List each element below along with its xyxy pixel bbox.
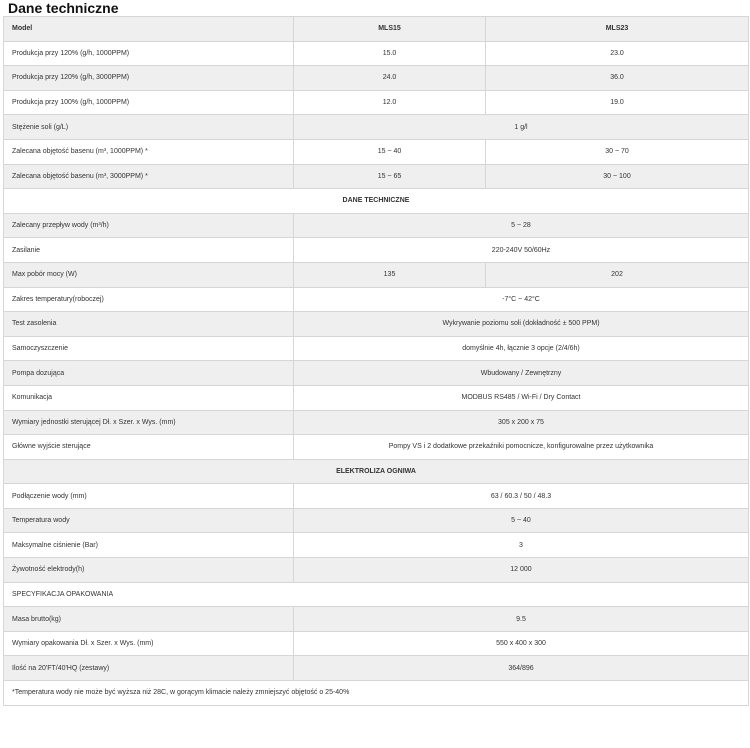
header-mls15: MLS15 bbox=[294, 17, 486, 42]
section-row bbox=[4, 459, 749, 484]
row-value: 63 / 60.3 / 50 / 48.3 bbox=[294, 484, 749, 509]
page-title: Dane techniczne bbox=[8, 0, 119, 16]
row-value: 305 x 200 x 75 bbox=[294, 410, 749, 435]
row-value: 3 bbox=[294, 533, 749, 558]
section-row bbox=[4, 189, 749, 214]
spec-table bbox=[3, 16, 749, 706]
table-row bbox=[4, 558, 749, 583]
row-label: Test zasolenia bbox=[4, 312, 294, 337]
header-mls23: MLS23 bbox=[486, 17, 749, 42]
table-row bbox=[4, 631, 749, 656]
row-value: 9.5 bbox=[294, 607, 749, 632]
value-mls23: 23.0 bbox=[486, 41, 749, 66]
section-heading: ELEKTROLIZA OGNIWA bbox=[4, 459, 749, 484]
value-mls23: 36.0 bbox=[486, 66, 749, 91]
row-label: Komunikacja bbox=[4, 385, 294, 410]
value-mls15: 12.0 bbox=[294, 90, 486, 115]
table-row bbox=[4, 410, 749, 435]
value-mls23: 19.0 bbox=[486, 90, 749, 115]
table-row bbox=[4, 385, 749, 410]
row-label: Produkcja przy 120% (g/h, 3000PPM) bbox=[4, 66, 294, 91]
row-label: Produkcja przy 120% (g/h, 1000PPM) bbox=[4, 41, 294, 66]
row-value: 1 g/l bbox=[294, 115, 749, 140]
row-value: Wbudowany / Zewnętrzny bbox=[294, 361, 749, 386]
row-value: Pompy VS i 2 dodatkowe przekaźniki pomocnicze, konfigurowalne przez użytkownika bbox=[294, 435, 749, 460]
table-row bbox=[4, 90, 749, 115]
row-label: Samoczyszczenie bbox=[4, 336, 294, 361]
row-label: Produkcja przy 100% (g/h, 1000PPM) bbox=[4, 90, 294, 115]
section-heading: DANE TECHNICZNE bbox=[4, 189, 749, 214]
table-row bbox=[4, 213, 749, 238]
row-value: 550 x 400 x 300 bbox=[294, 631, 749, 656]
value-mls15: 135 bbox=[294, 262, 486, 287]
row-label: Masa brutto(kg) bbox=[4, 607, 294, 632]
table-row bbox=[4, 484, 749, 509]
value-mls15: 15 ~ 65 bbox=[294, 164, 486, 189]
row-label: Żywotność elektrody(h) bbox=[4, 558, 294, 583]
table-row bbox=[4, 66, 749, 91]
value-mls23: 30 ~ 100 bbox=[486, 164, 749, 189]
row-value: 5 ~ 28 bbox=[294, 213, 749, 238]
table-row bbox=[4, 607, 749, 632]
table-row bbox=[4, 287, 749, 312]
row-label: Ilość na 20'FT/40'HQ (zestawy) bbox=[4, 656, 294, 681]
row-label: Maksymalne ciśnienie (Bar) bbox=[4, 533, 294, 558]
table-row bbox=[4, 656, 749, 681]
table-row bbox=[4, 262, 749, 287]
value-mls23: 30 ~ 70 bbox=[486, 139, 749, 164]
row-value: -7°C ~ 42°C bbox=[294, 287, 749, 312]
table-header-row bbox=[4, 17, 749, 42]
row-label: Stężenie soli (g/L) bbox=[4, 115, 294, 140]
row-value: Wykrywanie poziomu soli (dokładność ± 500 PPM) bbox=[294, 312, 749, 337]
row-value: 364/896 bbox=[294, 656, 749, 681]
row-label: Max pobór mocy (W) bbox=[4, 262, 294, 287]
note-row bbox=[4, 582, 749, 607]
value-mls15: 15 ~ 40 bbox=[294, 139, 486, 164]
value-mls15: 15.0 bbox=[294, 41, 486, 66]
table-row bbox=[4, 435, 749, 460]
row-label: Zalecany przepływ wody (m³/h) bbox=[4, 213, 294, 238]
row-value: MODBUS RS485 / Wi-Fi / Dry Contact bbox=[294, 385, 749, 410]
row-value: 5 ~ 40 bbox=[294, 508, 749, 533]
table-row bbox=[4, 139, 749, 164]
table-row bbox=[4, 164, 749, 189]
row-label: Zalecana objętość basenu (m³, 3000PPM) * bbox=[4, 164, 294, 189]
row-label: Zalecana objętość basenu (m³, 1000PPM) * bbox=[4, 139, 294, 164]
note-text: SPECYFIKACJA OPAKOWANIA bbox=[4, 582, 749, 607]
note-text: *Temperatura wody nie może być wyższa niż 28C, w gorącym klimacie należy zmniejszyć objętość o 25-40% bbox=[4, 681, 749, 706]
row-label: Podłączenie wody (mm) bbox=[4, 484, 294, 509]
table-row bbox=[4, 361, 749, 386]
table-row bbox=[4, 508, 749, 533]
note-row bbox=[4, 681, 749, 706]
value-mls15: 24.0 bbox=[294, 66, 486, 91]
table-row bbox=[4, 533, 749, 558]
row-label: Zasilanie bbox=[4, 238, 294, 263]
row-label: Pompa dozująca bbox=[4, 361, 294, 386]
row-label: Temperatura wody bbox=[4, 508, 294, 533]
table-row bbox=[4, 238, 749, 263]
table-row bbox=[4, 336, 749, 361]
row-label: Główne wyjście sterujące bbox=[4, 435, 294, 460]
table-row bbox=[4, 312, 749, 337]
row-value: domyślnie 4h, łącznie 3 opcje (2/4/6h) bbox=[294, 336, 749, 361]
table-row bbox=[4, 41, 749, 66]
row-label: Wymiary jednostki sterującej Dł. x Szer. x Wys. (mm) bbox=[4, 410, 294, 435]
row-label: Zakres temperatury(roboczej) bbox=[4, 287, 294, 312]
row-value: 12 000 bbox=[294, 558, 749, 583]
header-model: Model bbox=[4, 17, 294, 42]
row-label: Wymiary opakowania Dł. x Szer. x Wys. (mm) bbox=[4, 631, 294, 656]
value-mls23: 202 bbox=[486, 262, 749, 287]
row-value: 220-240V 50/60Hz bbox=[294, 238, 749, 263]
table-row bbox=[4, 115, 749, 140]
